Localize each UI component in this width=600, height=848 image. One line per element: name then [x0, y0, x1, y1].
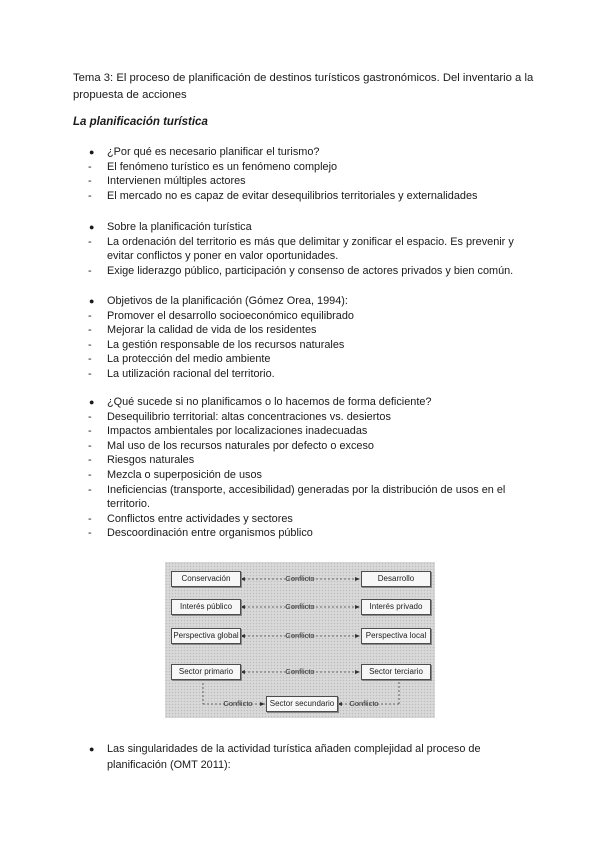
list-item: [73, 453, 543, 468]
arrow-head: [355, 577, 360, 581]
section-poor-planning: [73, 395, 543, 541]
list-bullet: [73, 742, 543, 773]
list-item-text: Mejorar la calidad de vida de los residentes: [107, 324, 317, 337]
dash-marker: -: [88, 338, 92, 351]
list-item-text: Mezcla o superposición de usos: [107, 468, 262, 481]
dash-marker: -: [88, 527, 92, 540]
dash-marker: -: [88, 454, 92, 467]
box-interes-publico: Interés público: [171, 599, 241, 615]
conflict-diagram: [165, 562, 435, 718]
dash-marker: -: [88, 324, 92, 337]
section-about-planning: [73, 220, 543, 278]
bullet-text: Sobre la planificación turística: [107, 221, 252, 233]
list-bullet: [73, 145, 543, 160]
bullet-text: Las singularidades de la actividad turística añaden complejidad al proceso de planificación (OMT 2011):: [107, 743, 481, 771]
conflict-label: Conflicto: [285, 602, 315, 611]
list-item-text: Impactos ambientales por localizaciones inadecuadas: [107, 425, 368, 438]
list-item: [73, 512, 543, 527]
list-item-text: Riesgos naturales: [107, 454, 195, 467]
list-item-text: Descoordinación entre organismos público: [107, 527, 313, 540]
list-item: [73, 439, 543, 454]
list-item: [73, 189, 543, 204]
document-title: Tema 3: El proceso de planificación de destinos turísticos gastronómicos. Del inventario a la propuesta de acciones: [73, 72, 534, 101]
dash-marker: -: [88, 353, 92, 366]
list-item-text: Ineficiencias (transporte, accesibilidad) generadas por la distribución de usos en el territorio.: [107, 483, 506, 511]
box-sector-terciario: Sector terciario: [361, 664, 431, 680]
box-sector-primario: Sector primario: [171, 664, 241, 680]
arrow-head: [355, 634, 360, 638]
list-item: [73, 483, 543, 512]
bullet-marker: ●: [89, 397, 95, 407]
bullet-marker: ●: [89, 147, 95, 157]
dash-marker: -: [88, 425, 92, 438]
dash-marker: -: [88, 439, 92, 452]
bullet-text: ¿Por qué es necesario planificar el turismo?: [107, 146, 320, 158]
section-singularities: [73, 742, 543, 773]
list-item-text: Mal uso de los recursos naturales por defecto o exceso: [107, 439, 374, 452]
list-item: [73, 526, 543, 541]
bullet-marker: ●: [89, 222, 95, 232]
conflict-label: Conflicto: [285, 667, 315, 676]
list-item: [73, 410, 543, 425]
conflict-label: Conflicto: [349, 699, 379, 708]
list-bullet: [73, 294, 543, 309]
bullet-marker: ●: [89, 744, 95, 754]
arrow-head: [355, 670, 360, 674]
dash-marker: -: [88, 483, 92, 496]
list-item-text: Promover el desarrollo socioeconómico equilibrado: [107, 309, 354, 322]
dash-marker: -: [88, 189, 92, 202]
list-item-text: Desequilibrio territorial: altas concentraciones vs. desiertos: [107, 410, 391, 423]
list-item: [73, 367, 543, 382]
dash-marker: -: [88, 235, 92, 248]
box-interes-privado: Interés privado: [361, 599, 431, 615]
list-item: [73, 323, 543, 338]
section-heading: La planificación turística: [73, 116, 208, 128]
list-item-text: La utilización racional del territorio.: [107, 367, 275, 380]
list-item: [73, 309, 543, 324]
dash-marker: -: [88, 468, 92, 481]
section-objectives: [73, 294, 543, 382]
box-sector-secundario: Sector secundario: [266, 696, 338, 712]
list-item: [73, 424, 543, 439]
arrow-head: [355, 605, 360, 609]
list-item: [73, 338, 543, 353]
dash-marker: -: [88, 309, 92, 322]
conflict-label: Conflicto: [285, 631, 315, 640]
box-conservacion: Conservación: [171, 571, 241, 587]
list-item-text: Intervienen múltiples actores: [107, 175, 246, 188]
box-perspectiva-local: Perspectiva local: [361, 628, 431, 644]
list-item: [73, 174, 543, 189]
list-item-text: Conflictos entre actividades y sectores: [107, 512, 293, 525]
list-item-text: Exige liderazgo público, participación y consenso de actores privados y bien común.: [107, 264, 514, 277]
bullet-text: Objetivos de la planificación (Gómez Orea, 1994):: [107, 295, 348, 307]
dash-marker: -: [88, 160, 92, 173]
list-item-text: La gestión responsable de los recursos naturales: [107, 338, 345, 351]
list-bullet: [73, 395, 543, 410]
list-item-text: La ordenación del territorio es más que delimitar y zonificar el espacio. Es prevenir y evitar conflictos y poner en valor oportunidades.: [107, 235, 514, 263]
conflict-label: Conflicto: [285, 574, 315, 583]
box-desarrollo: Desarrollo: [361, 571, 431, 587]
dash-marker: -: [88, 512, 92, 525]
section-why-plan: [73, 145, 543, 203]
bullet-marker: ●: [89, 296, 95, 306]
list-item: [73, 235, 543, 264]
list-bullet: [73, 220, 543, 235]
conflict-label: Conflicto: [223, 699, 253, 708]
dash-marker: -: [88, 410, 92, 423]
list-item-text: La protección del medio ambiente: [107, 353, 271, 366]
dash-marker: -: [88, 367, 92, 380]
list-item-text: El mercado no es capaz de evitar desequilibrios territoriales y externalidades: [107, 189, 478, 202]
list-item: [73, 468, 543, 483]
list-item: [73, 264, 543, 279]
bullet-text: ¿Qué sucede si no planificamos o lo hacemos de forma deficiente?: [107, 396, 432, 408]
list-item: [73, 160, 543, 175]
list-item: [73, 352, 543, 367]
box-perspectiva-global: Perspectiva global: [171, 628, 241, 644]
dash-marker: -: [88, 175, 92, 188]
list-item-text: El fenómeno turístico es un fenómeno complejo: [107, 160, 338, 173]
dash-marker: -: [88, 264, 92, 277]
